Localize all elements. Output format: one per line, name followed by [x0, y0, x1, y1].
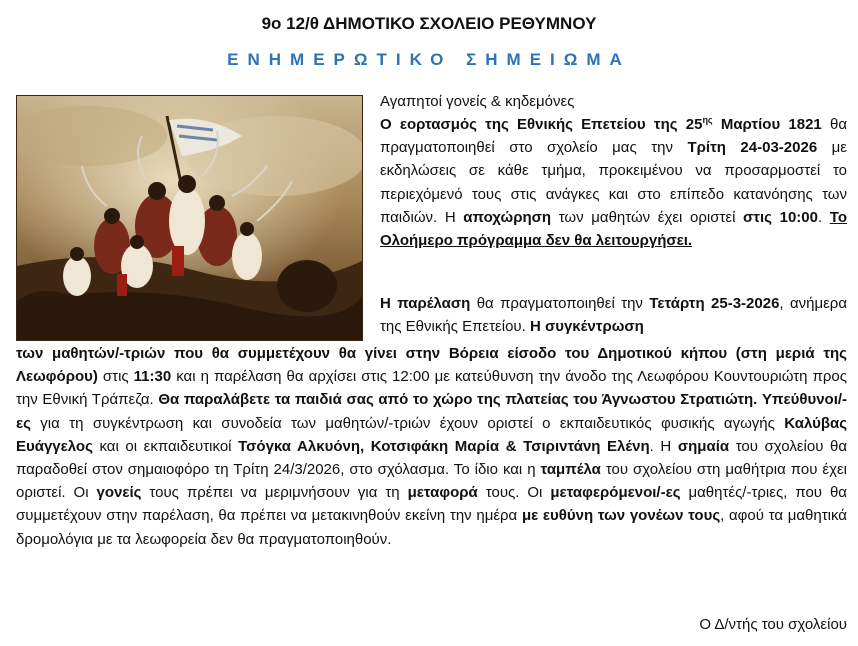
text: .	[817, 208, 830, 226]
responsible-label: Υπεύθυνοι/-ες	[16, 391, 848, 432]
text: θα πραγματοποιηθεί την	[470, 295, 650, 312]
principal-signature: Ο Δ/ντής του σχολείου	[699, 616, 847, 633]
text: του σχολείου θα παραδοθεί στον σημαιοφόρο τη Τρίτη 24/3/2026, στο σχόλασμα. Το ίδιο και η	[16, 437, 848, 479]
parade-date: Τετάρτη 25-3-2026	[649, 295, 780, 312]
text: με εκδηλώσεις σε κάθε τμήμα, προκειμένου να προσαρμοστεί το περιεχόμενό τους στις ανάγκες και στο επίπεδο κατανόησης των παιδιών. Η	[380, 139, 847, 226]
parents-responsibility: με ευθύνη των γονέων τους	[521, 507, 721, 525]
text: , αφού τα μαθητικά δρομολόγια με τα λεωφορεία δεν θα πραγματοποιηθούν.	[16, 507, 847, 548]
text: . Η	[649, 437, 678, 455]
paragraph-parade-details	[16, 342, 847, 551]
paragraph-celebration	[380, 113, 847, 252]
parents-label: γονείς	[96, 484, 142, 502]
paragraph-parade-intro	[380, 292, 847, 338]
text: τους πρέπει να μεριμνήσουν για τη	[141, 484, 408, 502]
text: τους. Οι	[477, 484, 551, 502]
revolution-painting	[16, 95, 363, 341]
sign-label: ταμπέλα	[540, 461, 601, 479]
school-title: 9ο 12/θ ΔΗΜΟΤΙΚΟ ΣΧΟΛΕΙΟ ΡΕΘΥΜΝΟΥ	[261, 14, 597, 33]
gathering-time: 11:30	[133, 368, 172, 386]
text: και οι εκπαιδευτικοί	[92, 437, 239, 455]
text: στις	[97, 368, 134, 386]
pe-teacher-name: Καλύβας Ευάγγελος	[16, 414, 847, 455]
text: του σχολείου στη μαθήτρια που έχει οριστεί. Οι	[16, 461, 847, 502]
text: μαθητές/-τριες, που θα συμμετέχουν στην παρέλαση, θα πρέπει να μετακινηθούν εκείνη την ημέρα	[16, 484, 847, 525]
celebration-event-date: Μαρτίου 1821	[712, 116, 822, 133]
date-ordinal-suffix: ης	[702, 115, 713, 125]
greeting: Αγαπητοί γονείς & κηδεμόνες	[380, 93, 575, 110]
text: και η παρέλαση θα αρχίσει στις 12:00 με κατεύθυνση την άνοδο της Λεωφόρου Κουντουριώτη προς την Εθνική Τράπεζα.	[16, 368, 847, 409]
text: θα πραγματοποιηθεί στο σχολείο μας την	[380, 116, 847, 157]
dismissal-time: στις 10:00	[743, 208, 818, 226]
flag-label: σημαία	[677, 437, 730, 455]
text: για τη συγκέντρωση και συνοδεία των μαθητών/-τριών έχουν οριστεί ο εκπαιδευτικός φυσικής αγωγής	[30, 414, 785, 432]
gathering-label: Η συγκέντρωση	[529, 318, 644, 336]
pickup-location: Θα παραλάβετε τα παιδιά σας από το χώρο της πλατείας του Άγνωστου Στρατιώτη.	[158, 391, 758, 409]
document-heading: ΕΝΗΜΕΡΩΤΙΚΟ ΣΗΜΕΙΩΜΑ	[227, 50, 631, 69]
transported-students-label: μεταφερόμενοι/-ες	[550, 484, 681, 502]
celebration-event: Ο εορτασμός της Εθνικής Επετείου της 25	[380, 116, 703, 133]
dismissal-label: αποχώρηση	[463, 208, 552, 226]
gathering-location: των μαθητών/-τριών που θα συμμετέχουν θα γίνει στην Βόρεια είσοδο του Δημοτικού κήπου (στη μεριά της Λεωφόρου)	[16, 345, 847, 386]
celebration-date: Τρίτη 24-03-2026	[687, 139, 818, 157]
full-day-program-notice: Το Ολοήμερο πρόγραμμα δεν θα λειτουργήσει.	[380, 208, 847, 250]
text: , ανήμερα της Εθνικής Επετείου.	[380, 295, 847, 336]
text: των μαθητών έχει οριστεί	[551, 208, 744, 226]
transport-label: μεταφορά	[407, 484, 478, 502]
parade-label: Η παρέλαση	[380, 295, 471, 312]
teacher-names: Τσόγκα Αλκυόνη, Κοτσιφάκη Μαρία & Τσιριντάνη Ελένη	[238, 437, 650, 455]
